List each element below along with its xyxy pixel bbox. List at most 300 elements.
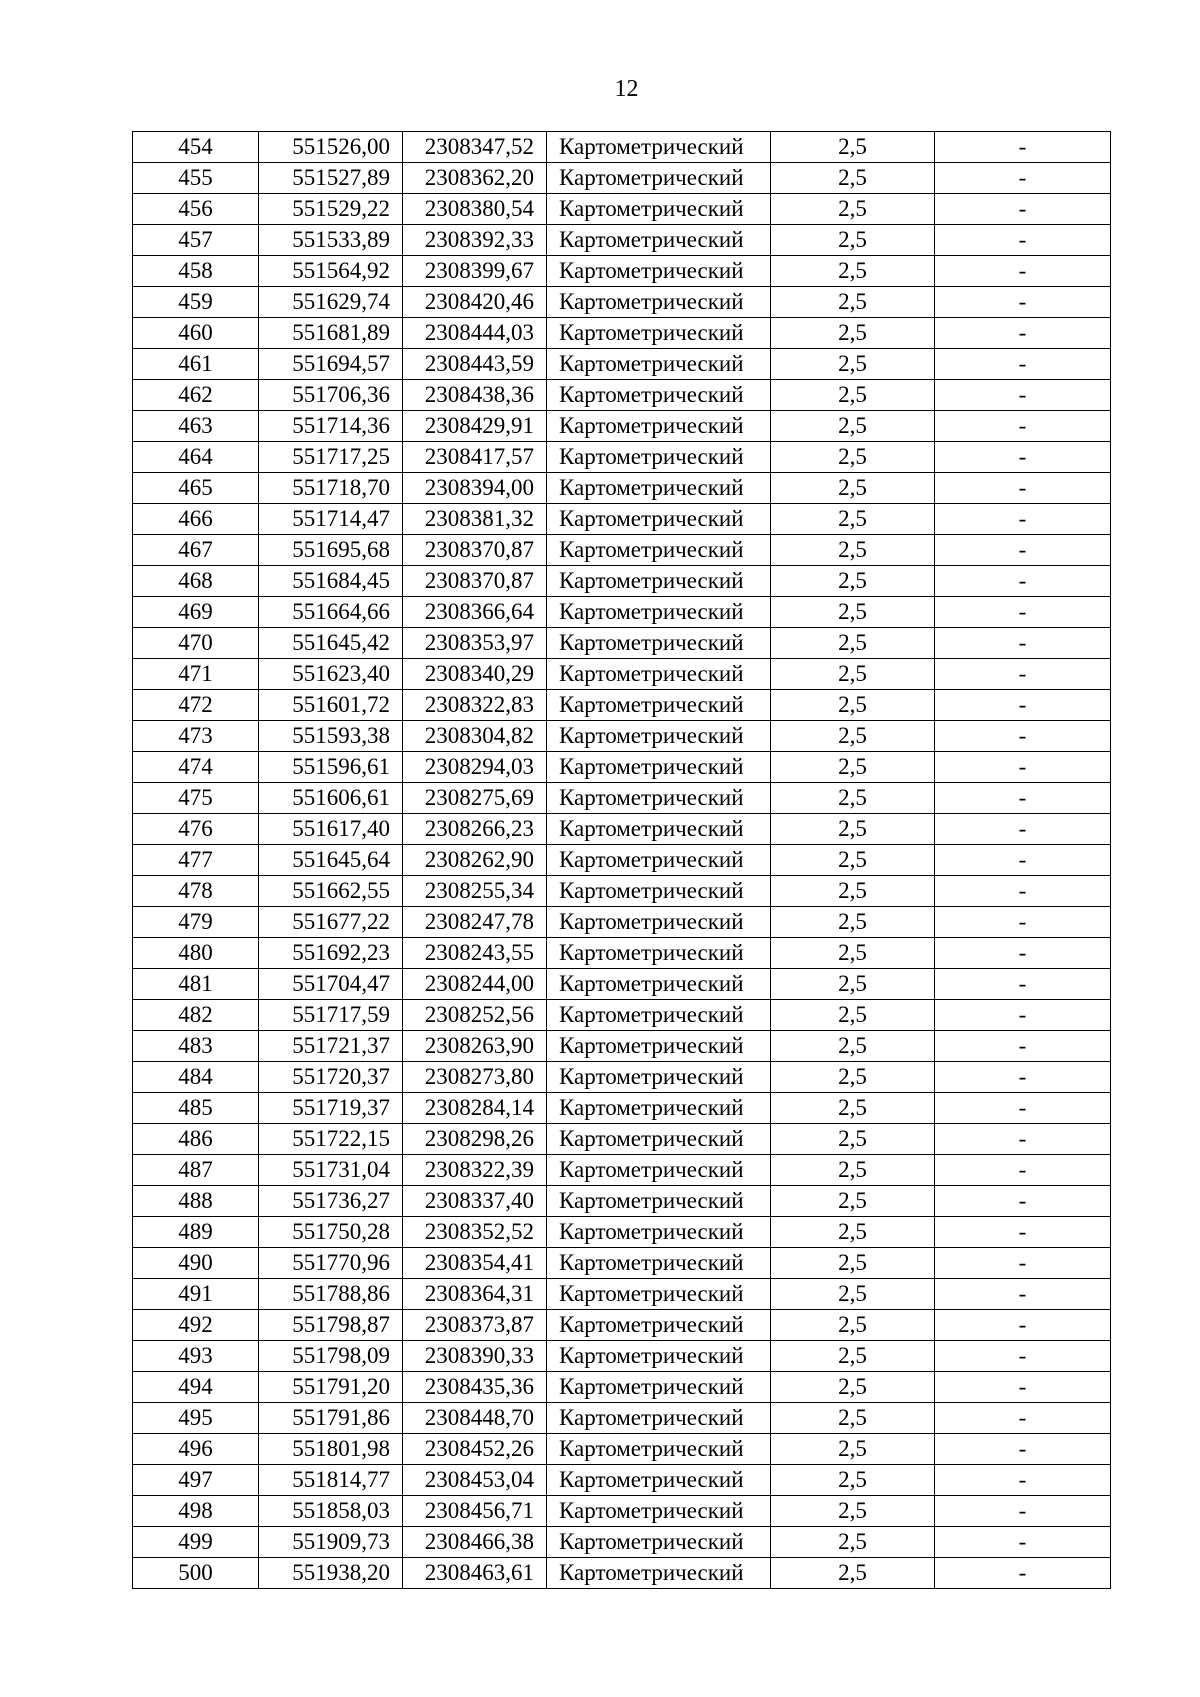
point-number-cell: 481	[133, 969, 259, 1000]
y-coordinate-cell: 2308366,64	[403, 597, 547, 628]
method-cell: Картометрический	[547, 1031, 771, 1062]
table-row	[133, 1186, 1111, 1217]
table-row	[133, 1434, 1111, 1465]
method-cell: Картометрический	[547, 907, 771, 938]
y-coordinate-cell: 2308380,54	[403, 194, 547, 225]
point-number-cell: 464	[133, 442, 259, 473]
note-cell: -	[935, 721, 1111, 752]
method-cell: Картометрический	[547, 783, 771, 814]
point-number-cell: 498	[133, 1496, 259, 1527]
error-cell: 2,5	[771, 1465, 935, 1496]
table-row	[133, 1341, 1111, 1372]
method-cell: Картометрический	[547, 1248, 771, 1279]
note-cell: -	[935, 1031, 1111, 1062]
point-number-cell: 487	[133, 1155, 259, 1186]
x-coordinate-cell: 551801,98	[259, 1434, 403, 1465]
x-coordinate-cell: 551677,22	[259, 907, 403, 938]
y-coordinate-cell: 2308322,83	[403, 690, 547, 721]
method-cell: Картометрический	[547, 225, 771, 256]
point-number-cell: 461	[133, 349, 259, 380]
y-coordinate-cell: 2308273,80	[403, 1062, 547, 1093]
y-coordinate-cell: 2308362,20	[403, 163, 547, 194]
x-coordinate-cell: 551714,47	[259, 504, 403, 535]
x-coordinate-cell: 551798,09	[259, 1341, 403, 1372]
method-cell: Картометрический	[547, 597, 771, 628]
note-cell: -	[935, 628, 1111, 659]
x-coordinate-cell: 551798,87	[259, 1310, 403, 1341]
error-cell: 2,5	[771, 163, 935, 194]
point-number-cell: 486	[133, 1124, 259, 1155]
point-number-cell: 492	[133, 1310, 259, 1341]
table-row	[133, 1465, 1111, 1496]
note-cell: -	[935, 783, 1111, 814]
error-cell: 2,5	[771, 969, 935, 1000]
x-coordinate-cell: 551645,42	[259, 628, 403, 659]
y-coordinate-cell: 2308322,39	[403, 1155, 547, 1186]
error-cell: 2,5	[771, 1279, 935, 1310]
note-cell: -	[935, 1496, 1111, 1527]
method-cell: Картометрический	[547, 256, 771, 287]
x-coordinate-cell: 551645,64	[259, 845, 403, 876]
error-cell: 2,5	[771, 318, 935, 349]
method-cell: Картометрический	[547, 969, 771, 1000]
note-cell: -	[935, 225, 1111, 256]
note-cell: -	[935, 411, 1111, 442]
table-row	[133, 380, 1111, 411]
error-cell: 2,5	[771, 566, 935, 597]
y-coordinate-cell: 2308429,91	[403, 411, 547, 442]
point-number-cell: 465	[133, 473, 259, 504]
method-cell: Картометрический	[547, 504, 771, 535]
note-cell: -	[935, 1186, 1111, 1217]
x-coordinate-cell: 551717,25	[259, 442, 403, 473]
table-row	[133, 1279, 1111, 1310]
y-coordinate-cell: 2308298,26	[403, 1124, 547, 1155]
y-coordinate-cell: 2308263,90	[403, 1031, 547, 1062]
table-row	[133, 411, 1111, 442]
y-coordinate-cell: 2308443,59	[403, 349, 547, 380]
method-cell: Картометрический	[547, 163, 771, 194]
table-row	[133, 1558, 1111, 1589]
error-cell: 2,5	[771, 225, 935, 256]
x-coordinate-cell: 551750,28	[259, 1217, 403, 1248]
note-cell: -	[935, 1341, 1111, 1372]
table-row	[133, 845, 1111, 876]
x-coordinate-cell: 551938,20	[259, 1558, 403, 1589]
table-row	[133, 163, 1111, 194]
error-cell: 2,5	[771, 1341, 935, 1372]
method-cell: Картометрический	[547, 721, 771, 752]
y-coordinate-cell: 2308394,00	[403, 473, 547, 504]
table-row	[133, 256, 1111, 287]
x-coordinate-cell: 551623,40	[259, 659, 403, 690]
y-coordinate-cell: 2308452,26	[403, 1434, 547, 1465]
x-coordinate-cell: 551527,89	[259, 163, 403, 194]
y-coordinate-cell: 2308399,67	[403, 256, 547, 287]
note-cell: -	[935, 194, 1111, 225]
note-cell: -	[935, 535, 1111, 566]
table-row	[133, 225, 1111, 256]
table-row	[133, 318, 1111, 349]
error-cell: 2,5	[771, 1217, 935, 1248]
point-number-cell: 497	[133, 1465, 259, 1496]
point-number-cell: 482	[133, 1000, 259, 1031]
table-row	[133, 287, 1111, 318]
y-coordinate-cell: 2308420,46	[403, 287, 547, 318]
note-cell: -	[935, 1558, 1111, 1589]
y-coordinate-cell: 2308340,29	[403, 659, 547, 690]
point-number-cell: 480	[133, 938, 259, 969]
error-cell: 2,5	[771, 1155, 935, 1186]
x-coordinate-cell: 551714,36	[259, 411, 403, 442]
y-coordinate-cell: 2308438,36	[403, 380, 547, 411]
y-coordinate-cell: 2308453,04	[403, 1465, 547, 1496]
method-cell: Картометрический	[547, 1372, 771, 1403]
error-cell: 2,5	[771, 1403, 935, 1434]
note-cell: -	[935, 1093, 1111, 1124]
table-row	[133, 442, 1111, 473]
point-number-cell: 458	[133, 256, 259, 287]
x-coordinate-cell: 551704,47	[259, 969, 403, 1000]
error-cell: 2,5	[771, 473, 935, 504]
x-coordinate-cell: 551814,77	[259, 1465, 403, 1496]
point-number-cell: 470	[133, 628, 259, 659]
note-cell: -	[935, 473, 1111, 504]
y-coordinate-cell: 2308244,00	[403, 969, 547, 1000]
table-row	[133, 349, 1111, 380]
x-coordinate-cell: 551526,00	[259, 132, 403, 163]
error-cell: 2,5	[771, 1124, 935, 1155]
point-number-cell: 463	[133, 411, 259, 442]
method-cell: Картометрический	[547, 194, 771, 225]
point-number-cell: 462	[133, 380, 259, 411]
table-row	[133, 566, 1111, 597]
table-row	[133, 1124, 1111, 1155]
table-row	[133, 1031, 1111, 1062]
table-row	[133, 907, 1111, 938]
x-coordinate-cell: 551736,27	[259, 1186, 403, 1217]
error-cell: 2,5	[771, 1031, 935, 1062]
x-coordinate-cell: 551684,45	[259, 566, 403, 597]
error-cell: 2,5	[771, 287, 935, 318]
y-coordinate-cell: 2308373,87	[403, 1310, 547, 1341]
y-coordinate-cell: 2308466,38	[403, 1527, 547, 1558]
note-cell: -	[935, 1310, 1111, 1341]
y-coordinate-cell: 2308243,55	[403, 938, 547, 969]
y-coordinate-cell: 2308370,87	[403, 535, 547, 566]
x-coordinate-cell: 551681,89	[259, 318, 403, 349]
error-cell: 2,5	[771, 1000, 935, 1031]
table-row	[133, 876, 1111, 907]
note-cell: -	[935, 163, 1111, 194]
method-cell: Картометрический	[547, 1558, 771, 1589]
y-coordinate-cell: 2308347,52	[403, 132, 547, 163]
y-coordinate-cell: 2308255,34	[403, 876, 547, 907]
method-cell: Картометрический	[547, 1279, 771, 1310]
method-cell: Картометрический	[547, 690, 771, 721]
x-coordinate-cell: 551533,89	[259, 225, 403, 256]
x-coordinate-cell: 551770,96	[259, 1248, 403, 1279]
x-coordinate-cell: 551694,57	[259, 349, 403, 380]
point-number-cell: 467	[133, 535, 259, 566]
error-cell: 2,5	[771, 628, 935, 659]
table-row	[133, 1372, 1111, 1403]
table-row	[133, 1496, 1111, 1527]
table-row	[133, 132, 1111, 163]
note-cell: -	[935, 1434, 1111, 1465]
y-coordinate-cell: 2308390,33	[403, 1341, 547, 1372]
note-cell: -	[935, 814, 1111, 845]
point-number-cell: 454	[133, 132, 259, 163]
error-cell: 2,5	[771, 194, 935, 225]
x-coordinate-cell: 551593,38	[259, 721, 403, 752]
table-row	[133, 597, 1111, 628]
method-cell: Картометрический	[547, 411, 771, 442]
method-cell: Картометрический	[547, 752, 771, 783]
error-cell: 2,5	[771, 504, 935, 535]
x-coordinate-cell: 551717,59	[259, 1000, 403, 1031]
method-cell: Картометрический	[547, 566, 771, 597]
note-cell: -	[935, 1465, 1111, 1496]
note-cell: -	[935, 1279, 1111, 1310]
y-coordinate-cell: 2308337,40	[403, 1186, 547, 1217]
table-row	[133, 1000, 1111, 1031]
error-cell: 2,5	[771, 1093, 935, 1124]
error-cell: 2,5	[771, 380, 935, 411]
method-cell: Картометрический	[547, 876, 771, 907]
note-cell: -	[935, 256, 1111, 287]
note-cell: -	[935, 318, 1111, 349]
x-coordinate-cell: 551692,23	[259, 938, 403, 969]
table-row	[133, 690, 1111, 721]
error-cell: 2,5	[771, 845, 935, 876]
method-cell: Картометрический	[547, 318, 771, 349]
method-cell: Картометрический	[547, 1434, 771, 1465]
method-cell: Картометрический	[547, 845, 771, 876]
note-cell: -	[935, 938, 1111, 969]
y-coordinate-cell: 2308266,23	[403, 814, 547, 845]
method-cell: Картометрический	[547, 1465, 771, 1496]
error-cell: 2,5	[771, 752, 935, 783]
table-row	[133, 721, 1111, 752]
table-row	[133, 752, 1111, 783]
error-cell: 2,5	[771, 1527, 935, 1558]
error-cell: 2,5	[771, 1248, 935, 1279]
table-row	[133, 473, 1111, 504]
error-cell: 2,5	[771, 349, 935, 380]
point-number-cell: 485	[133, 1093, 259, 1124]
y-coordinate-cell: 2308444,03	[403, 318, 547, 349]
point-number-cell: 493	[133, 1341, 259, 1372]
y-coordinate-cell: 2308304,82	[403, 721, 547, 752]
point-number-cell: 477	[133, 845, 259, 876]
note-cell: -	[935, 1217, 1111, 1248]
y-coordinate-cell: 2308381,32	[403, 504, 547, 535]
y-coordinate-cell: 2308448,70	[403, 1403, 547, 1434]
method-cell: Картометрический	[547, 535, 771, 566]
note-cell: -	[935, 752, 1111, 783]
note-cell: -	[935, 659, 1111, 690]
error-cell: 2,5	[771, 442, 935, 473]
point-number-cell: 491	[133, 1279, 259, 1310]
table-row	[133, 1248, 1111, 1279]
x-coordinate-cell: 551596,61	[259, 752, 403, 783]
point-number-cell: 483	[133, 1031, 259, 1062]
method-cell: Картометрический	[547, 659, 771, 690]
y-coordinate-cell: 2308364,31	[403, 1279, 547, 1310]
point-number-cell: 457	[133, 225, 259, 256]
note-cell: -	[935, 380, 1111, 411]
point-number-cell: 469	[133, 597, 259, 628]
error-cell: 2,5	[771, 690, 935, 721]
y-coordinate-cell: 2308392,33	[403, 225, 547, 256]
y-coordinate-cell: 2308262,90	[403, 845, 547, 876]
table-row	[133, 535, 1111, 566]
note-cell: -	[935, 1372, 1111, 1403]
x-coordinate-cell: 551662,55	[259, 876, 403, 907]
table-row	[133, 628, 1111, 659]
x-coordinate-cell: 551706,36	[259, 380, 403, 411]
x-coordinate-cell: 551720,37	[259, 1062, 403, 1093]
x-coordinate-cell: 551564,92	[259, 256, 403, 287]
x-coordinate-cell: 551721,37	[259, 1031, 403, 1062]
x-coordinate-cell: 551718,70	[259, 473, 403, 504]
method-cell: Картометрический	[547, 1217, 771, 1248]
error-cell: 2,5	[771, 1558, 935, 1589]
error-cell: 2,5	[771, 907, 935, 938]
note-cell: -	[935, 287, 1111, 318]
error-cell: 2,5	[771, 1062, 935, 1093]
x-coordinate-cell: 551719,37	[259, 1093, 403, 1124]
table-row	[133, 1093, 1111, 1124]
method-cell: Картометрический	[547, 1341, 771, 1372]
note-cell: -	[935, 907, 1111, 938]
x-coordinate-cell: 551909,73	[259, 1527, 403, 1558]
point-number-cell: 488	[133, 1186, 259, 1217]
point-number-cell: 499	[133, 1527, 259, 1558]
note-cell: -	[935, 597, 1111, 628]
y-coordinate-cell: 2308353,97	[403, 628, 547, 659]
method-cell: Картометрический	[547, 814, 771, 845]
note-cell: -	[935, 1124, 1111, 1155]
point-number-cell: 456	[133, 194, 259, 225]
method-cell: Картометрический	[547, 938, 771, 969]
y-coordinate-cell: 2308247,78	[403, 907, 547, 938]
table-row	[133, 1062, 1111, 1093]
note-cell: -	[935, 504, 1111, 535]
error-cell: 2,5	[771, 1186, 935, 1217]
y-coordinate-cell: 2308435,36	[403, 1372, 547, 1403]
x-coordinate-cell: 551788,86	[259, 1279, 403, 1310]
method-cell: Картометрический	[547, 1062, 771, 1093]
point-number-cell: 495	[133, 1403, 259, 1434]
x-coordinate-cell: 551731,04	[259, 1155, 403, 1186]
error-cell: 2,5	[771, 1372, 935, 1403]
point-number-cell: 455	[133, 163, 259, 194]
x-coordinate-cell: 551858,03	[259, 1496, 403, 1527]
error-cell: 2,5	[771, 1310, 935, 1341]
table-row	[133, 194, 1111, 225]
point-number-cell: 459	[133, 287, 259, 318]
note-cell: -	[935, 1155, 1111, 1186]
point-number-cell: 475	[133, 783, 259, 814]
coordinates-table	[132, 131, 1111, 1589]
method-cell: Картометрический	[547, 628, 771, 659]
x-coordinate-cell: 551664,66	[259, 597, 403, 628]
method-cell: Картометрический	[547, 442, 771, 473]
method-cell: Картометрический	[547, 1186, 771, 1217]
x-coordinate-cell: 551617,40	[259, 814, 403, 845]
method-cell: Картометрический	[547, 1527, 771, 1558]
error-cell: 2,5	[771, 938, 935, 969]
page-number: 12	[614, 76, 639, 102]
point-number-cell: 460	[133, 318, 259, 349]
method-cell: Картометрический	[547, 1000, 771, 1031]
x-coordinate-cell: 551629,74	[259, 287, 403, 318]
method-cell: Картометрический	[547, 1093, 771, 1124]
table-row	[133, 1310, 1111, 1341]
error-cell: 2,5	[771, 1434, 935, 1465]
method-cell: Картометрический	[547, 349, 771, 380]
note-cell: -	[935, 1248, 1111, 1279]
error-cell: 2,5	[771, 535, 935, 566]
error-cell: 2,5	[771, 132, 935, 163]
x-coordinate-cell: 551601,72	[259, 690, 403, 721]
point-number-cell: 494	[133, 1372, 259, 1403]
method-cell: Картометрический	[547, 132, 771, 163]
y-coordinate-cell: 2308294,03	[403, 752, 547, 783]
x-coordinate-cell: 551606,61	[259, 783, 403, 814]
point-number-cell: 500	[133, 1558, 259, 1589]
point-number-cell: 489	[133, 1217, 259, 1248]
note-cell: -	[935, 876, 1111, 907]
note-cell: -	[935, 1000, 1111, 1031]
method-cell: Картометрический	[547, 1155, 771, 1186]
error-cell: 2,5	[771, 597, 935, 628]
point-number-cell: 468	[133, 566, 259, 597]
x-coordinate-cell: 551695,68	[259, 535, 403, 566]
method-cell: Картометрический	[547, 1496, 771, 1527]
coordinates-table-body	[133, 132, 1111, 1589]
table-row	[133, 659, 1111, 690]
y-coordinate-cell: 2308417,57	[403, 442, 547, 473]
x-coordinate-cell: 551791,86	[259, 1403, 403, 1434]
y-coordinate-cell: 2308456,71	[403, 1496, 547, 1527]
point-number-cell: 490	[133, 1248, 259, 1279]
note-cell: -	[935, 132, 1111, 163]
point-number-cell: 473	[133, 721, 259, 752]
note-cell: -	[935, 969, 1111, 1000]
point-number-cell: 466	[133, 504, 259, 535]
note-cell: -	[935, 1527, 1111, 1558]
y-coordinate-cell: 2308463,61	[403, 1558, 547, 1589]
y-coordinate-cell: 2308252,56	[403, 1000, 547, 1031]
error-cell: 2,5	[771, 659, 935, 690]
method-cell: Картометрический	[547, 380, 771, 411]
point-number-cell: 472	[133, 690, 259, 721]
error-cell: 2,5	[771, 1496, 935, 1527]
error-cell: 2,5	[771, 721, 935, 752]
table-row	[133, 938, 1111, 969]
y-coordinate-cell: 2308275,69	[403, 783, 547, 814]
note-cell: -	[935, 442, 1111, 473]
table-row	[133, 1155, 1111, 1186]
x-coordinate-cell: 551722,15	[259, 1124, 403, 1155]
table-row	[133, 969, 1111, 1000]
point-number-cell: 478	[133, 876, 259, 907]
error-cell: 2,5	[771, 411, 935, 442]
x-coordinate-cell: 551791,20	[259, 1372, 403, 1403]
